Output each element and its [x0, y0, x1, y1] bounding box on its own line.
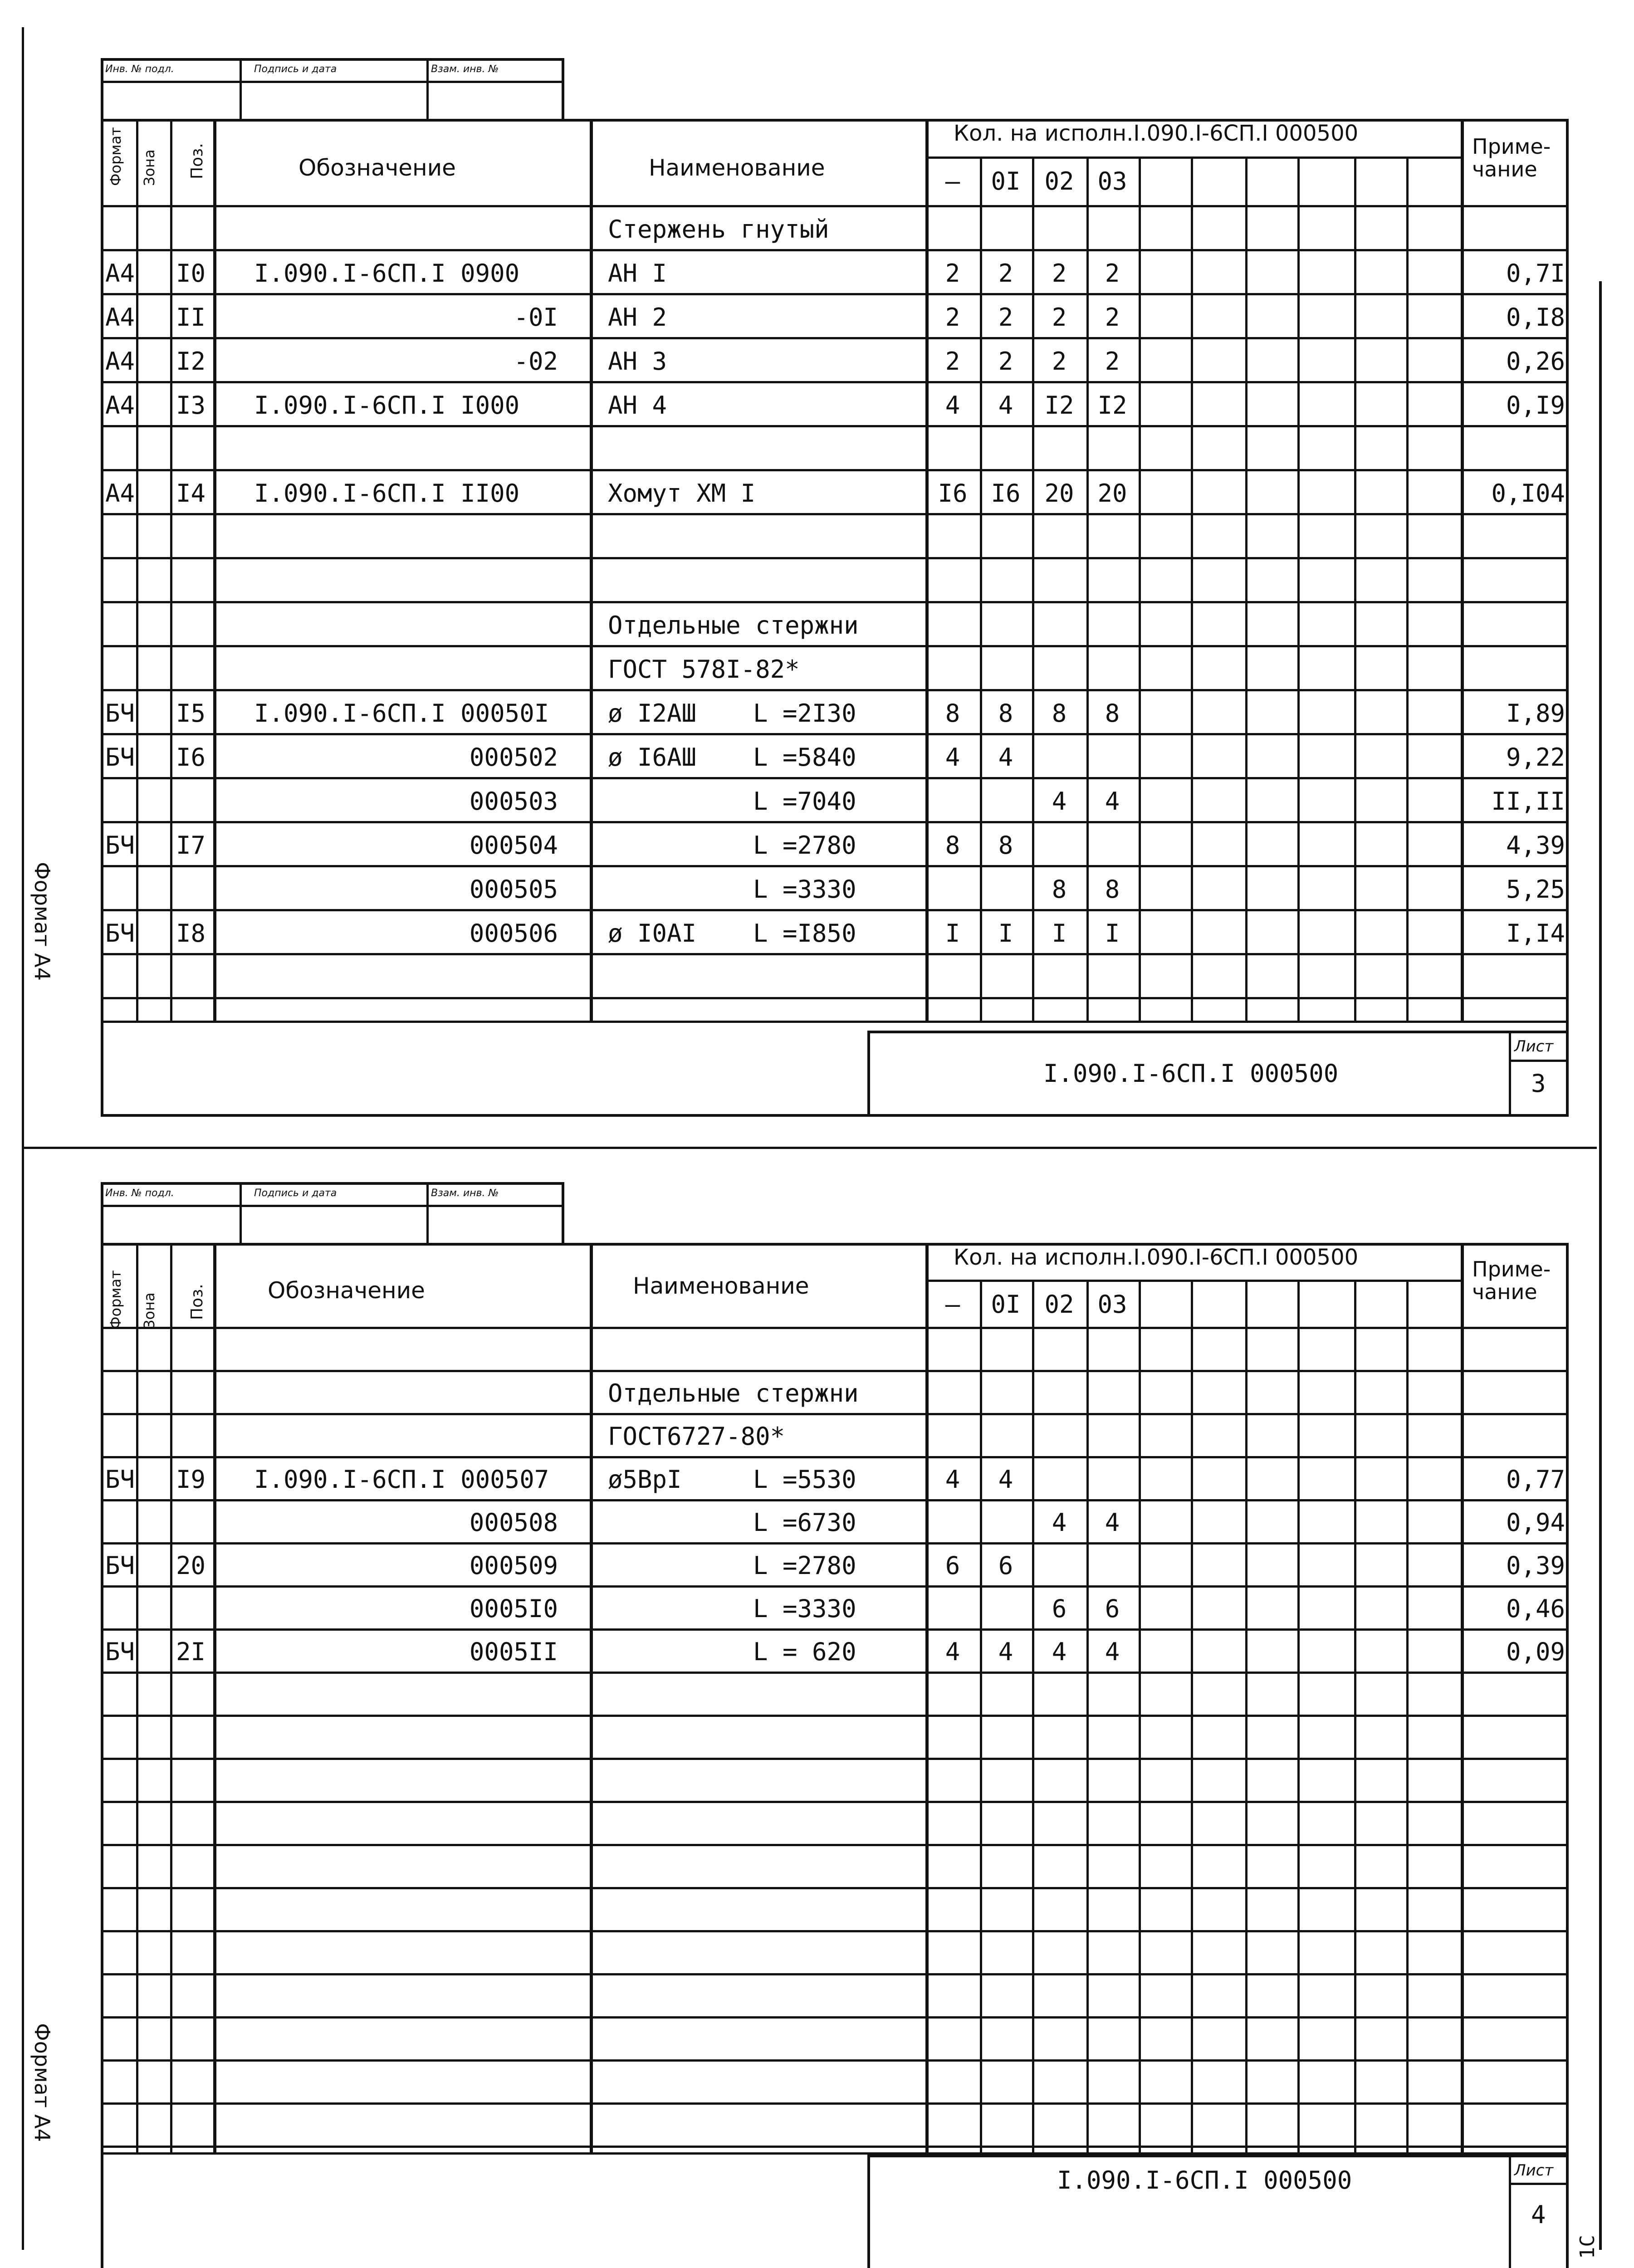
- row-line: [102, 1715, 1568, 1717]
- row-qty-3: 2: [1105, 303, 1120, 332]
- variant-header-2: 02: [1044, 1290, 1074, 1319]
- row-length: L =2I30: [753, 699, 856, 728]
- row-qty-2: 6: [1052, 1594, 1067, 1623]
- row-qty-0: 2: [945, 259, 960, 288]
- title-block-divider: [1509, 1031, 1511, 1116]
- row-name: АН 4: [608, 391, 667, 420]
- row-qty-0: 4: [945, 1465, 960, 1494]
- row-length: L =2780: [753, 1551, 856, 1580]
- row-line: [102, 425, 1568, 427]
- row-designation-suffix: 000505: [469, 875, 558, 904]
- row-note: 4,39: [1506, 831, 1565, 860]
- row-line: [102, 953, 1568, 955]
- title-block-divider: [1509, 2156, 1511, 2268]
- grid-column-line: [213, 120, 216, 1021]
- row-note: I,I4: [1506, 919, 1565, 948]
- row-qty-1: 8: [998, 831, 1013, 860]
- row-position: I8: [176, 919, 206, 948]
- row-line: [102, 601, 1568, 603]
- row-qty-0: I6: [938, 479, 968, 508]
- row-qty-1: I: [998, 919, 1013, 948]
- sheet-number-label: Лист: [1514, 1037, 1554, 1056]
- side-format-label-1: Формат А4: [30, 862, 54, 981]
- row-line: [102, 1585, 1568, 1588]
- row-line: [102, 2146, 1568, 2148]
- row-name: АН 3: [608, 347, 667, 376]
- row-qty-2: 8: [1052, 875, 1067, 904]
- row-format: А4: [105, 391, 135, 420]
- row-note: 0,I8: [1506, 303, 1565, 332]
- row-qty-2: I: [1052, 919, 1067, 948]
- row-note: I,89: [1506, 699, 1565, 728]
- row-name: ø I2АШ: [608, 699, 697, 728]
- row-position: II: [176, 303, 206, 332]
- row-line: [102, 1758, 1568, 1760]
- sheet-number-label: Лист: [1514, 2161, 1554, 2180]
- row-note: 0,46: [1506, 1594, 1565, 1623]
- row-line: [102, 1413, 1568, 1415]
- grid-column-line: [1406, 156, 1409, 1021]
- row-qty-0: 8: [945, 699, 960, 728]
- row-qty-1: 4: [998, 1637, 1013, 1666]
- row-format: А4: [105, 479, 135, 508]
- grid-column-line: [980, 156, 982, 1021]
- row-qty-1: 2: [998, 303, 1013, 332]
- row-line: [102, 777, 1568, 779]
- variant-header-1: 0I: [991, 167, 1021, 196]
- row-line: [102, 909, 1568, 911]
- row-qty-1: 4: [998, 1465, 1013, 1494]
- row-line: [102, 1973, 1568, 1975]
- row-length: L = 620: [753, 1637, 856, 1666]
- row-position: I5: [176, 699, 206, 728]
- row-qty-0: 8: [945, 831, 960, 860]
- binding-margin-line: [22, 27, 24, 2250]
- row-qty-2: 2: [1052, 259, 1067, 288]
- row-note: 0,77: [1506, 1465, 1565, 1494]
- row-qty-3: I2: [1097, 391, 1127, 420]
- variant-header-3: 03: [1097, 1290, 1127, 1319]
- row-line: [102, 1887, 1568, 1889]
- grid-column-line: [925, 120, 929, 1021]
- row-qty-3: 4: [1105, 787, 1120, 816]
- variant-header-2: 02: [1044, 167, 1074, 196]
- col-qty-header: Кол. на исполн.I.090.I-6СП.I 000500: [954, 121, 1359, 146]
- variant-header-0: –: [945, 167, 960, 196]
- col-designation-header: Обозначение: [268, 1277, 425, 1304]
- row-line: [102, 293, 1568, 295]
- row-qty-2: 8: [1052, 699, 1067, 728]
- row-designation-suffix: 000508: [469, 1508, 558, 1537]
- row-format: БЧ: [105, 1551, 135, 1580]
- title-block-code: I.090.I-6СП.I 000500: [1043, 1059, 1339, 1088]
- row-qty-1: 4: [998, 743, 1013, 772]
- row-line: [102, 2059, 1568, 2062]
- row-position: 2I: [176, 1637, 206, 1666]
- grid-column-line: [1032, 156, 1034, 1021]
- grid-column-line: [1245, 156, 1248, 1021]
- row-position: I9: [176, 1465, 206, 1494]
- stamp-sign-label: Подпись и дата: [254, 1188, 337, 1199]
- row-note: 9,22: [1506, 743, 1565, 772]
- row-note: 0,7I: [1506, 259, 1565, 288]
- row-length: L =7040: [753, 787, 856, 816]
- col-note-header-1: Приме-: [1472, 134, 1551, 159]
- row-qty-0: 4: [945, 391, 960, 420]
- row-name: Хомут ХМ I: [608, 479, 756, 508]
- col-qty-header: Кол. на исполн.I.090.I-6СП.I 000500: [954, 1245, 1359, 1270]
- row-qty-1: 6: [998, 1551, 1013, 1580]
- row-designation: I.090.I-6СП.I II00: [254, 479, 520, 508]
- row-designation: I.090.I-6СП.I 0900: [254, 259, 520, 288]
- stamp-vzam-label: Взам. инв. №: [431, 1188, 499, 1199]
- stamp-sign-label: Подпись и дата: [254, 64, 337, 75]
- row-qty-0: 2: [945, 303, 960, 332]
- row-designation-suffix: 000503: [469, 787, 558, 816]
- row-note: 0,94: [1506, 1508, 1565, 1537]
- col-note-header-1: Приме-: [1472, 1257, 1551, 1281]
- row-name: Стержень гнутый: [608, 215, 829, 244]
- row-qty-2: 2: [1052, 347, 1067, 376]
- row-qty-2: 20: [1044, 479, 1074, 508]
- col-pos-header: Поз.: [188, 1284, 206, 1320]
- row-designation-suffix: -02: [514, 347, 558, 376]
- row-line: [102, 1499, 1568, 1501]
- row-line: [102, 1542, 1568, 1545]
- row-length: L =3330: [753, 1594, 856, 1623]
- row-note: 0,I04: [1491, 479, 1565, 508]
- grid-column-line: [1354, 156, 1356, 1021]
- title-block-divider: [1510, 1060, 1567, 1062]
- row-qty-1: 2: [998, 347, 1013, 376]
- col-note-header-2: чание: [1472, 157, 1537, 181]
- row-format: БЧ: [105, 1637, 135, 1666]
- row-line: [102, 689, 1568, 691]
- row-line: [102, 381, 1568, 383]
- row-note: 0,09: [1506, 1637, 1565, 1666]
- variant-header-3: 03: [1097, 167, 1127, 196]
- row-note: 0,26: [1506, 347, 1565, 376]
- row-designation-suffix: 000504: [469, 831, 558, 860]
- row-qty-3: 6: [1105, 1594, 1120, 1623]
- grid-column-line: [136, 120, 138, 1021]
- row-qty-3: 20: [1097, 479, 1127, 508]
- row-qty-2: 4: [1052, 1637, 1067, 1666]
- row-qty-2: 2: [1052, 303, 1067, 332]
- stamp-divider: [102, 81, 563, 83]
- col-format-header: Формат: [107, 1270, 124, 1329]
- grid-column-line: [1461, 120, 1464, 1021]
- row-note: 0,I9: [1506, 391, 1565, 420]
- row-line: [102, 1844, 1568, 1846]
- row-qty-3: 2: [1105, 347, 1120, 376]
- grid-column-line: [1297, 156, 1300, 1021]
- col-designation-header: Обозначение: [298, 155, 456, 181]
- row-format: А4: [105, 303, 135, 332]
- row-format: БЧ: [105, 1465, 135, 1494]
- row-qty-2: 4: [1052, 787, 1067, 816]
- row-name: ГОСТ 578I-82*: [608, 655, 800, 684]
- row-length: L =6730: [753, 1508, 856, 1537]
- row-qty-1: I6: [991, 479, 1021, 508]
- row-note: II,II: [1491, 787, 1565, 816]
- title-block-top-line: [102, 1021, 1568, 1023]
- row-designation-suffix: -0I: [514, 303, 558, 332]
- row-position: I2: [176, 347, 206, 376]
- row-format: А4: [105, 259, 135, 288]
- row-name: ø I0АI: [608, 919, 697, 948]
- col-note-header-2: чание: [1472, 1280, 1537, 1304]
- row-name: Отдельные стержни: [608, 611, 859, 640]
- row-line: [102, 1628, 1568, 1631]
- grid-column-line: [1086, 156, 1089, 1021]
- row-qty-1: 4: [998, 391, 1013, 420]
- row-qty-2: 4: [1052, 1508, 1067, 1537]
- right-margin-line: [1599, 281, 1602, 2250]
- row-designation: I.090.I-6СП.I 00050I: [254, 699, 549, 728]
- row-position: I4: [176, 479, 206, 508]
- stamp-divider: [240, 59, 242, 121]
- grid-column-line: [1191, 156, 1193, 1021]
- row-line: [102, 469, 1568, 471]
- stamp-divider: [102, 1205, 563, 1207]
- row-line: [102, 1801, 1568, 1803]
- grid-column-line: [1139, 156, 1141, 1021]
- row-line: [102, 733, 1568, 735]
- row-designation-suffix: 000506: [469, 919, 558, 948]
- row-line: [102, 865, 1568, 867]
- row-length: L =5530: [753, 1465, 856, 1494]
- row-line: [102, 337, 1568, 339]
- row-qty-3: 8: [1105, 875, 1120, 904]
- row-note: 0,39: [1506, 1551, 1565, 1580]
- col-name-header: Наименование: [649, 155, 825, 181]
- row-line: [102, 557, 1568, 559]
- row-qty-3: I: [1105, 919, 1120, 948]
- col-zone-header: Зона: [141, 1292, 158, 1329]
- row-qty-0: 2: [945, 347, 960, 376]
- row-qty-0: 4: [945, 743, 960, 772]
- row-position: I6: [176, 743, 206, 772]
- stamp-inv-label: Инв. № подл.: [105, 64, 174, 75]
- row-name: АН 2: [608, 303, 667, 332]
- row-position: 20: [176, 1551, 206, 1580]
- sheet-number: 3: [1531, 1069, 1546, 1098]
- header-bottom-line: [102, 205, 1568, 207]
- row-name: ГОСТ6727-80*: [608, 1422, 785, 1451]
- stamp-inv-label: Инв. № подл.: [105, 1188, 174, 1199]
- row-line: [102, 645, 1568, 647]
- corner-mark: 1С: [1576, 2235, 1599, 2259]
- row-name: ø5ВрI: [608, 1465, 682, 1494]
- row-line: [102, 997, 1568, 999]
- row-line: [102, 1930, 1568, 1932]
- row-qty-0: 4: [945, 1637, 960, 1666]
- row-position: I3: [176, 391, 206, 420]
- row-line: [102, 2102, 1568, 2105]
- row-format: БЧ: [105, 919, 135, 948]
- row-line: [102, 821, 1568, 823]
- row-length: L =2780: [753, 831, 856, 860]
- stamp-divider: [240, 1183, 242, 1245]
- row-length: L =5840: [753, 743, 856, 772]
- row-qty-2: I2: [1044, 391, 1074, 420]
- row-name: АН I: [608, 259, 667, 288]
- row-length: L =3330: [753, 875, 856, 904]
- row-qty-0: I: [945, 919, 960, 948]
- grid-column-line: [590, 120, 593, 1021]
- row-qty-3: 4: [1105, 1637, 1120, 1666]
- row-format: БЧ: [105, 699, 135, 728]
- row-format: БЧ: [105, 743, 135, 772]
- side-format-label-2: Формат А4: [30, 2023, 54, 2142]
- row-line: [102, 1672, 1568, 1674]
- row-qty-1: 2: [998, 259, 1013, 288]
- row-name: ø I6АШ: [608, 743, 697, 772]
- row-line: [102, 513, 1568, 515]
- row-name: Отдельные стержни: [608, 1379, 859, 1408]
- row-line: [102, 2016, 1568, 2019]
- stamp-vzam-label: Взам. инв. №: [431, 64, 499, 75]
- row-line: [102, 1456, 1568, 1458]
- qty-subheader-line: [925, 156, 1461, 159]
- col-zone-header: Зона: [141, 149, 158, 186]
- row-position: I7: [176, 831, 206, 860]
- row-length: L =I850: [753, 919, 856, 948]
- variant-header-1: 0I: [991, 1290, 1021, 1319]
- row-qty-3: 4: [1105, 1508, 1120, 1537]
- variant-header-0: –: [945, 1290, 960, 1319]
- header-bottom-line: [102, 1327, 1568, 1329]
- row-qty-3: 8: [1105, 699, 1120, 728]
- col-name-header: Наименование: [633, 1273, 809, 1299]
- title-block-code: I.090.I-6СП.I 000500: [1057, 2166, 1352, 2195]
- row-note: 5,25: [1506, 875, 1565, 904]
- stamp-divider: [426, 1183, 429, 1245]
- col-pos-header: Поз.: [188, 143, 206, 179]
- sheet-separator-line: [23, 1147, 1597, 1149]
- row-designation: I.090.I-6СП.I 000507: [254, 1465, 549, 1494]
- row-qty-1: 8: [998, 699, 1013, 728]
- row-position: I0: [176, 259, 206, 288]
- row-format: БЧ: [105, 831, 135, 860]
- row-format: А4: [105, 347, 135, 376]
- col-format-header: Формат: [107, 127, 124, 186]
- qty-subheader-line: [925, 1280, 1461, 1282]
- row-line: [102, 1370, 1568, 1372]
- stamp-divider: [426, 59, 429, 121]
- row-designation-suffix: 000502: [469, 743, 558, 772]
- row-designation-suffix: 000509: [469, 1551, 558, 1580]
- row-qty-3: 2: [1105, 259, 1120, 288]
- grid-column-line: [170, 120, 172, 1021]
- row-designation-suffix: 0005II: [469, 1637, 558, 1666]
- title-block-divider: [1510, 2183, 1567, 2185]
- row-line: [102, 249, 1568, 251]
- row-designation-suffix: 0005I0: [469, 1594, 558, 1623]
- sheet-number: 4: [1531, 2200, 1546, 2229]
- row-qty-0: 6: [945, 1551, 960, 1580]
- row-designation: I.090.I-6СП.I I000: [254, 391, 520, 420]
